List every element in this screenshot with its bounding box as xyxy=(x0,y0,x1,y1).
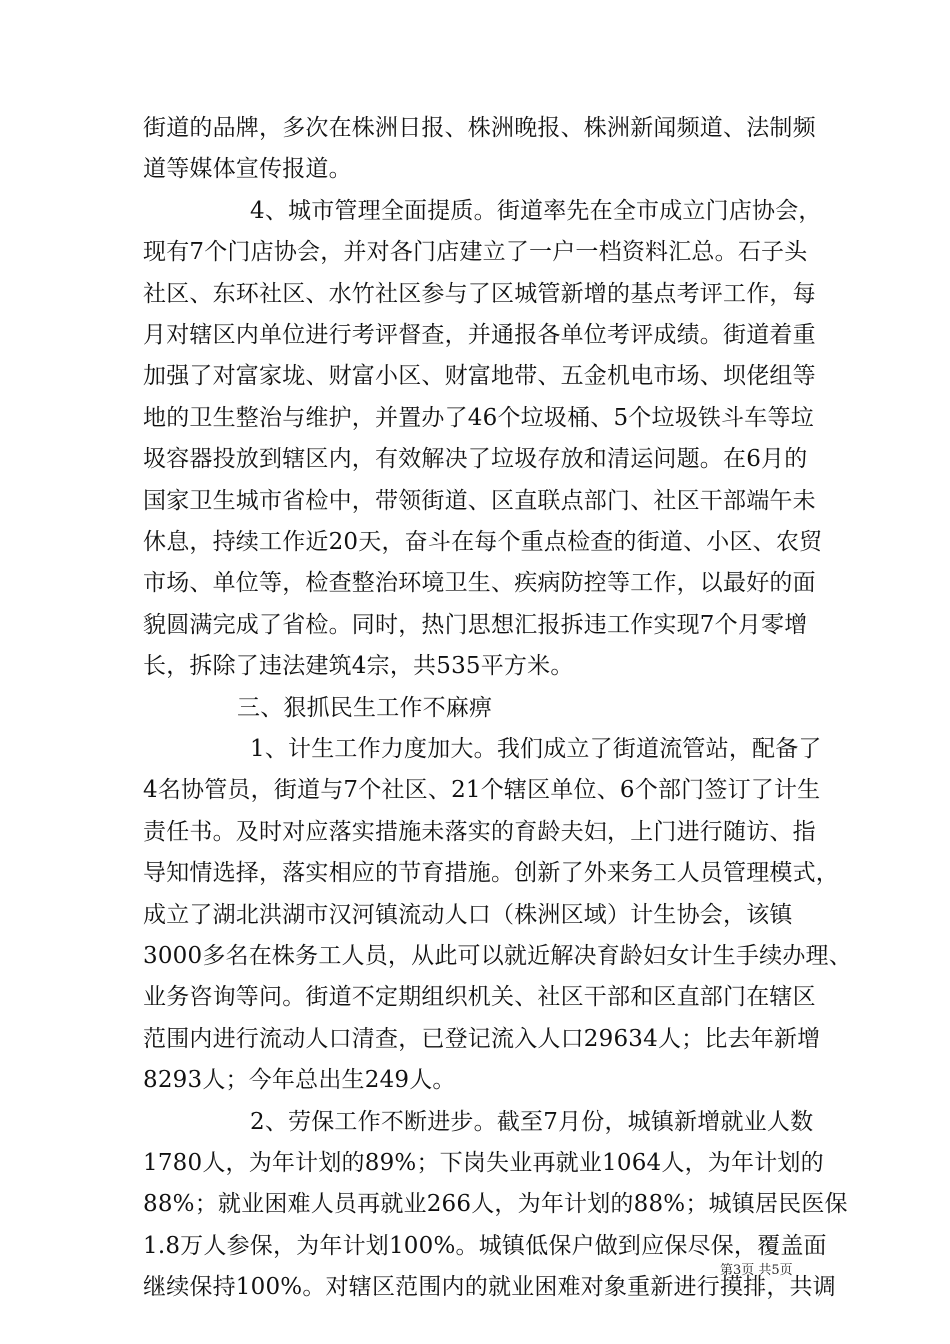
text-line: 加强了对富家垅、财富小区、财富地带、五金机电市场、坝佬组等 xyxy=(143,363,816,390)
text-line: 休息，持续工作近20天，奋斗在每个重点检查的街道、小区、农贸 xyxy=(143,529,823,555)
text-line: 范围内进行流动人口清查，已登记流入人口29634人；比去年新增 xyxy=(143,1025,821,1052)
text-line: 街道的品牌，多次在株洲日报、株洲晚报、株洲新闻频道、法制频 xyxy=(143,115,816,141)
text-line: 地的卫生整治与维护，并置办了46个垃圾桶、5个垃圾铁斗车等垃 xyxy=(143,404,814,431)
text-line: 3000多名在株务工人员，从此可以就近解决育龄妇女计生手续办理、 xyxy=(143,943,852,969)
text-line: 现有7个门店协会，并对各门店建立了一户一档资料汇总。石子头 xyxy=(143,239,808,266)
text-line: 貌圆满完成了省检。同时，热门思想汇报拆违工作实现7个月零增 xyxy=(143,611,808,638)
text-line: 圾容器投放到辖区内，有效解决了垃圾存放和清运问题。在6月的 xyxy=(143,446,808,473)
section-item-heading: 4、城市管理全面提质。街道率先在全市成立门店协会， xyxy=(250,197,822,224)
text-line: 1.8万人参保，为年计划100%。城镇低保户做到应保尽保，覆盖面 xyxy=(143,1232,827,1259)
section-item-heading: 2、劳保工作不断进步。截至7月份，城镇新增就业人数 xyxy=(250,1108,814,1135)
section-heading: 三、狠抓民生工作不麻痹 xyxy=(237,694,493,721)
text-line: 社区、东环社区、水竹社区参与了区城管新增的基点考评工作，每 xyxy=(143,280,816,307)
text-line: 长，拆除了违法建筑4宗，共535平方米。 xyxy=(143,653,574,680)
text-line: 业务咨询等问。街道不定期组织机关、社区干部和区直部门在辖区 xyxy=(143,984,816,1011)
text-line: 道等媒体宣传报道。 xyxy=(143,156,352,183)
text-line: 成立了湖北洪湖市汉河镇流动人口（株洲区域）计生协会，该镇 xyxy=(143,901,793,928)
page-number-footer: 第3页 共5页 xyxy=(720,1263,793,1278)
text-line: 市场、单位等，检查整治环境卫生、疾病防控等工作，以最好的面 xyxy=(143,570,816,597)
text-line: 导知情选择，落实相应的节育措施。创新了外来务工人员管理模式， xyxy=(143,860,839,887)
text-line: 月对辖区内单位进行考评督查，并通报各单位考评成绩。街道着重 xyxy=(143,322,816,348)
section-item-heading: 1、计生工作力度加大。我们成立了街道流管站，配备了 xyxy=(250,736,822,762)
text-line: 责任书。及时对应落实措施未落实的育龄夫妇，上门进行随访、指 xyxy=(143,818,816,845)
text-line: 88%；就业困难人员再就业266人，为年计划的88%；城镇居民医保 xyxy=(143,1191,848,1218)
text-line: 国家卫生城市省检中，带领街道、区直联点部门、社区干部端午未 xyxy=(143,487,816,514)
text-line: 8293人；今年总出生249人。 xyxy=(143,1067,456,1094)
text-line: 4名协管员，街道与7个社区、21个辖区单位、6个部门签订了计生 xyxy=(143,777,821,804)
text-line: 继续保持100%。对辖区范围内的就业困难对象重新进行摸排，共调 xyxy=(143,1274,836,1301)
text-line: 1780人，为年计划的89%；下岗失业再就业1064人，为年计划的 xyxy=(143,1150,824,1176)
